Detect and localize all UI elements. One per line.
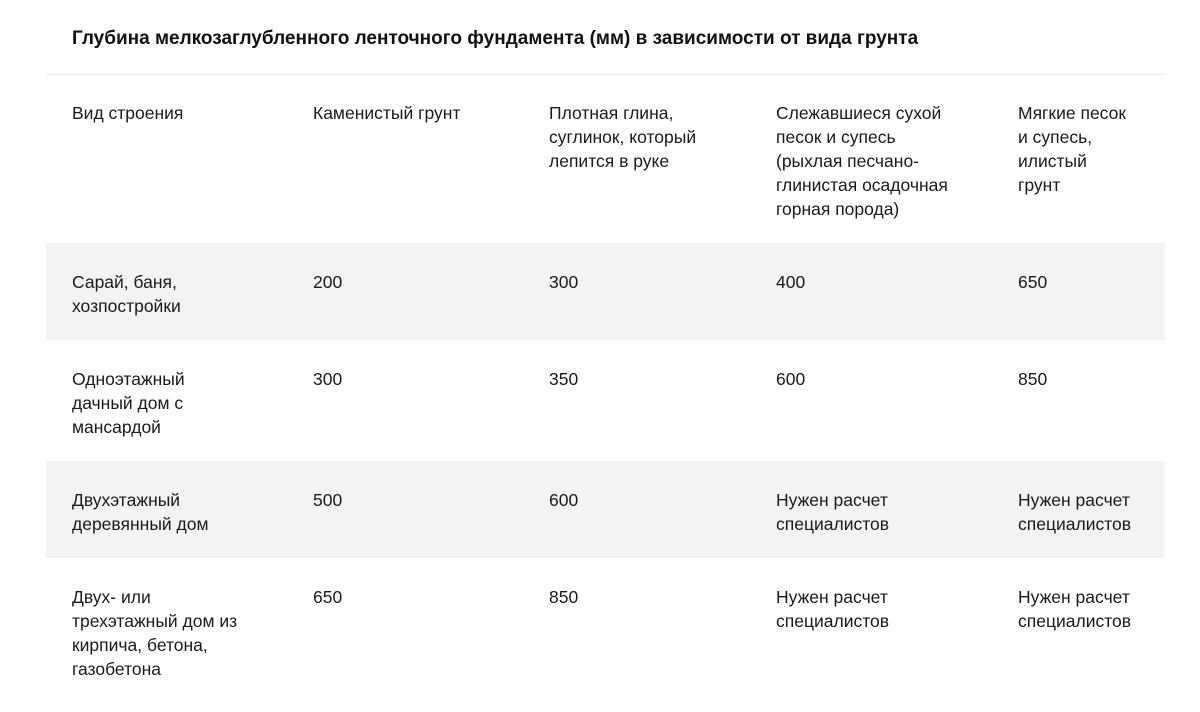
table-cell: 300 — [313, 369, 343, 389]
table-title: Глубина мелкозаглубленного ленточного фундамента (мм) в зависимости от вида грунта — [72, 28, 919, 49]
table-cell: 650 — [313, 587, 343, 607]
table-cell: 850 — [1018, 369, 1048, 389]
table-cell: Нужен расчет специалистов — [776, 587, 890, 631]
table-cell: 850 — [549, 587, 579, 607]
table-cell: 650 — [1018, 272, 1048, 292]
header-cell-building-type: Вид строения — [72, 103, 184, 123]
table-cell: 500 — [313, 490, 343, 510]
table-cell: Двух- или трехэтажный дом из кирпича, бетона, газобетона — [72, 587, 238, 679]
table-cell: Нужен расчет специалистов — [776, 490, 890, 534]
table-row — [46, 558, 1165, 695]
table-cell: Нужен расчет специалистов — [1018, 587, 1132, 631]
header-cell-soft-sand: Мягкие песок и супесь, илистый грунт — [1018, 103, 1127, 195]
table-cell: Двухэтажный деревянный дом — [72, 490, 209, 534]
table-header-row — [46, 75, 1165, 243]
table-cell: Нужен расчет специалистов — [1018, 490, 1132, 534]
foundation-depth-table — [46, 75, 1165, 695]
table-cell: 400 — [776, 272, 806, 292]
header-cell-dry-sand: Слежавшиеся сухой песок и супесь (рыхлая песчано- глинистая осадочная горная порода) — [776, 103, 948, 219]
table-cell: 200 — [313, 272, 343, 292]
header-cell-dense-clay: Плотная глина, суглинок, который лепится в руке — [549, 103, 697, 171]
table-cell: Сарай, баня, хозпостройки — [72, 272, 181, 316]
table-row — [46, 340, 1165, 461]
table-cell: Одноэтажный дачный дом с мансардой — [72, 369, 185, 437]
table-cell: 600 — [776, 369, 806, 389]
table-cell: 600 — [549, 490, 579, 510]
table-cell: 300 — [549, 272, 579, 292]
table-cell: 350 — [549, 369, 579, 389]
table-row — [46, 243, 1165, 340]
table-row — [46, 461, 1165, 558]
header-cell-rocky-soil: Каменистый грунт — [313, 103, 461, 123]
